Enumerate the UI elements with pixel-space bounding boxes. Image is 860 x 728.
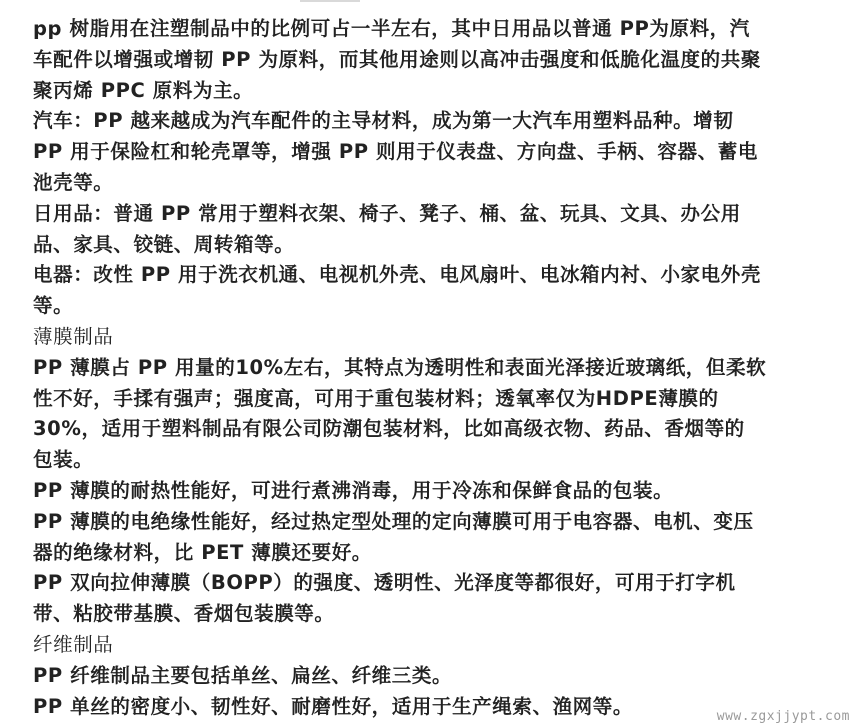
section-heading: 薄膜制品 (33, 324, 114, 348)
watermark: www.zgxjjypt.com (716, 709, 850, 724)
text-line: PP 薄膜的电绝缘性能好，经过热定型处理的定向薄膜可用于电容器、电机、变压 (33, 509, 754, 533)
text-line: 包装。 (33, 448, 94, 472)
text-line: PP 薄膜占 PP 用量的10%左右，其特点为透明性和表面光泽接近玻璃纸，但柔软 (33, 355, 767, 379)
text-line: PP 用于保险杠和轮壳罩等，增强 PP 则用于仪表盘、方向盘、手柄、容器、蓄电 (33, 140, 758, 164)
text-line: 性不好，手揉有强声；强度高，可用于重包装材料；透氧率仅为HDPE薄膜的 (33, 386, 719, 410)
text-line: 车配件以增强或增韧 PP 为原料，而其他用途则以高冲击强度和低脆化温度的共聚 (33, 47, 761, 71)
text-line: 日用品：普通 PP 常用于塑料衣架、椅子、凳子、桶、盆、玩具、文具、办公用 (33, 201, 741, 225)
text-line: 带、粘胶带基膜、香烟包装膜等。 (33, 602, 335, 626)
text-line: 汽车：PP 越来越成为汽车配件的主导材料，成为第一大汽车用塑料品种。增韧 (33, 109, 734, 133)
text-line: 30%，适用于塑料制品有限公司防潮包装材料，比如高级衣物、药品、香烟等的 (33, 417, 745, 441)
section-heading: 纤维制品 (33, 632, 114, 656)
top-divider (300, 0, 360, 2)
text-line: PP 双向拉伸薄膜（BOPP）的强度、透明性、光泽度等都很好，可用于打字机 (33, 571, 736, 595)
text-line: PP 薄膜的耐热性能好，可进行煮沸消毒，用于冷冻和保鲜食品的包装。 (33, 478, 674, 502)
text-line: 电器：改性 PP 用于洗衣机通、电视机外壳、电风扇叶、电冰箱内衬、小家电外壳 (33, 263, 761, 287)
text-line: PP 纤维制品主要包括单丝、扁丝、纤维三类。 (33, 663, 453, 687)
text-line: pp 树脂用在注塑制品中的比例可占一半左右，其中日用品以普通 PP为原料，汽 (33, 17, 750, 40)
document-body (33, 14, 848, 722)
text-line: 池壳等。 (33, 170, 114, 194)
text-line: 品、家具、铰链、周转箱等。 (33, 232, 295, 256)
text-line: 等。 (33, 294, 74, 318)
text-line: 器的绝缘材料，比 PET 薄膜还要好。 (33, 540, 372, 564)
text-line: 聚丙烯 PPC 原料为主。 (33, 78, 254, 102)
text-line: PP 单丝的密度小、韧性好、耐磨性好，适用于生产绳索、渔网等。 (33, 694, 633, 718)
